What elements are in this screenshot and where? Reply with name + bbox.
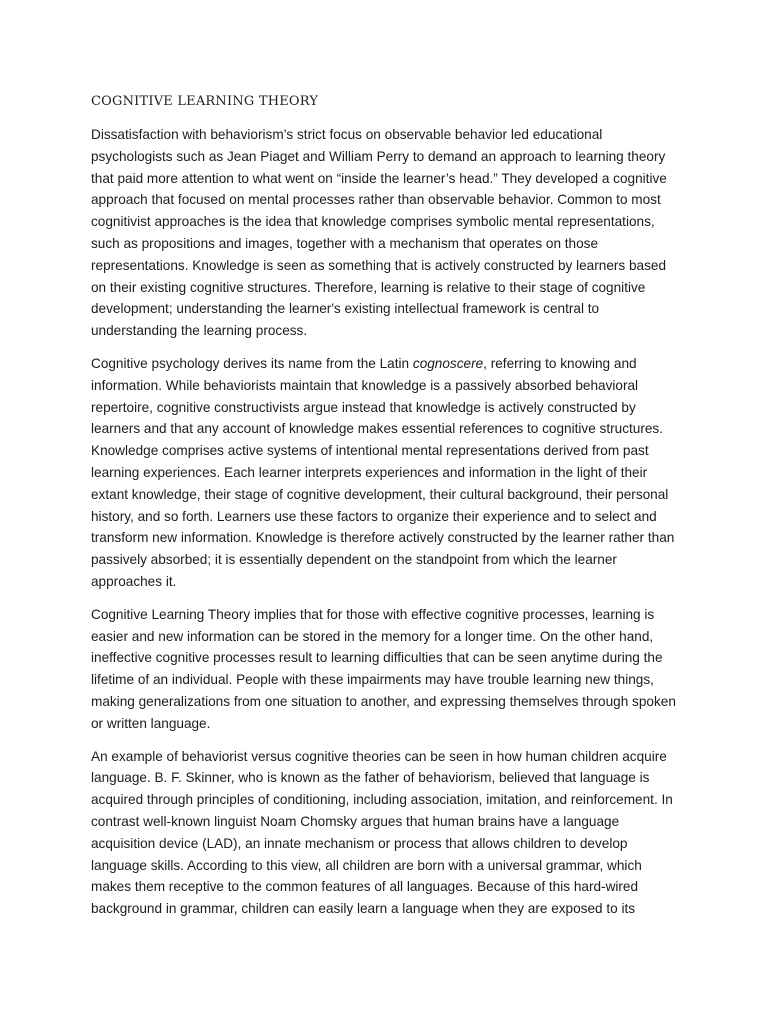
paragraph-2-text-before: Cognitive psychology derives its name from the Latin xyxy=(91,355,413,371)
paragraph-2-latin-term: cognoscere xyxy=(412,355,484,371)
paragraph-2-text-after: , referring to knowing and information. While behaviorists maintain that knowledge is a passively absorbed behavioral repertoire, cognitive constructivists argue instead that knowledge is actively constructed by learners and that any account of knowledge makes essential references to cognitive structures. Knowledge comprises active systems of intentional mental representations derived from past learning experiences. Each learner interprets experiences and information in the light of their extant knowledge, their stage of cognitive development, their cultural background, their personal history, and so forth. Learners use these factors to organize their experience and to select and transform new information. Knowledge is therefore actively constructed by the learner rather than passively absorbed; it is essentially dependent on the standpoint from which the learner approaches it. xyxy=(91,355,675,589)
paragraph-2 xyxy=(91,353,683,593)
document-title: COGNITIVE LEARNING THEORY xyxy=(91,94,319,109)
paragraph-3: Cognitive Learning Theory implies that for those with effective cognitive processes, learning is easier and new information can be stored in the memory for a longer time. On the other hand, ineffective cognitive processes result to learning difficulties that can be seen anytime during the lifetime of an individual. People with these impairments may have trouble learning new things, making generalizations from one situation to another, and expressing themselves through spoken or written language. xyxy=(91,606,676,731)
document-body xyxy=(91,92,683,931)
paragraph-4: An example of behaviorist versus cognitive theories can be seen in how human children acquire language. B. F. Skinner, who is known as the father of behaviorism, believed that language is acquired through principles of conditioning, including association, imitation, and reinforcement. In contrast well-known linguist Noam Chomsky argues that human brains have a language acquisition device (LAD), an innate mechanism or process that allows children to develop language skills. According to this view, all children are born with a universal grammar, which makes them receptive to the common features of all languages. Because of this hard-wired background in grammar, children can easily learn a language when they are exposed to its xyxy=(91,748,673,917)
paragraph-1: Dissatisfaction with behaviorism’s strict focus on observable behavior led educational psychologists such as Jean Piaget and William Perry to demand an approach to learning theory that paid more attention to what went on “inside the learner’s head.” They developed a cognitive approach that focused on mental processes rather than observable behavior. Common to most cognitivist approaches is the idea that knowledge comprises symbolic mental representations, such as propositions and images, together with a mechanism that operates on those representations. Knowledge is seen as something that is actively constructed by learners based on their existing cognitive structures. Therefore, learning is relative to their stage of cognitive development; understanding the learner's existing intellectual framework is central to understanding the learning process. xyxy=(91,127,667,339)
